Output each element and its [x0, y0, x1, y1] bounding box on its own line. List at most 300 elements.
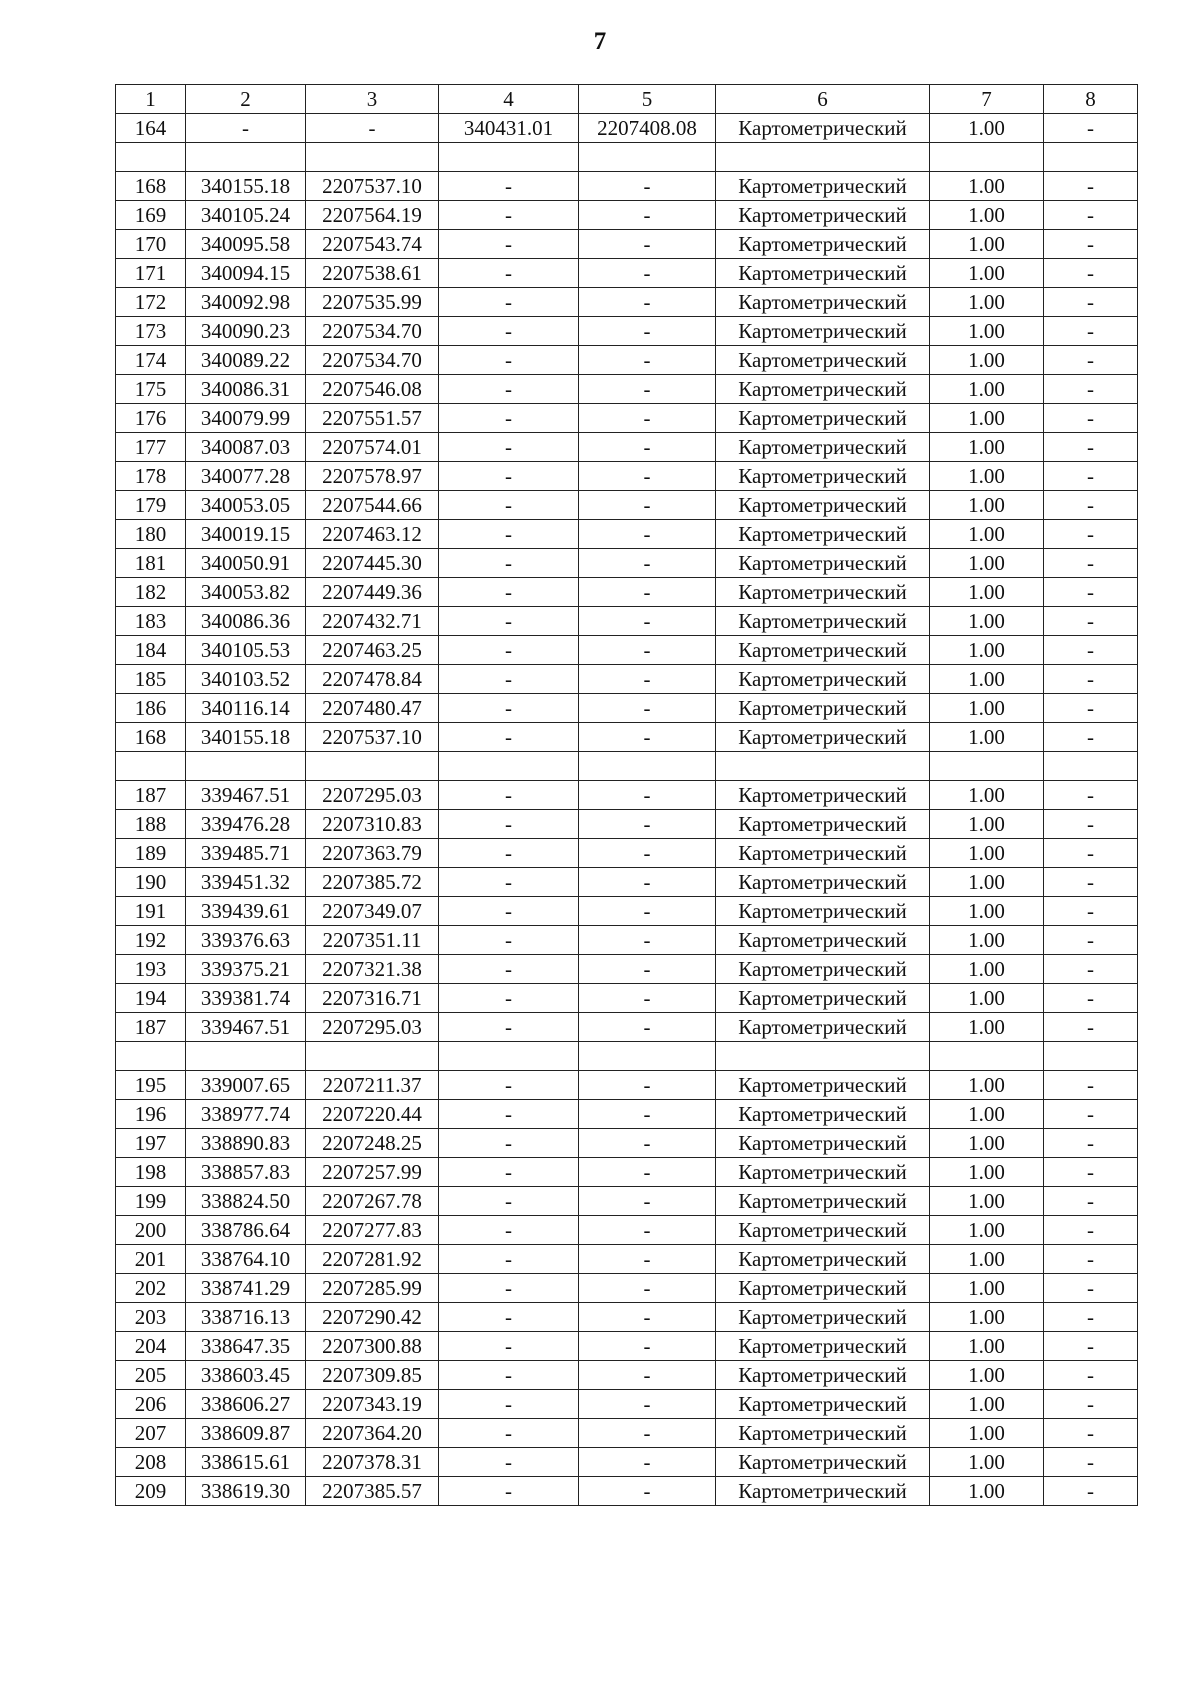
table-cell: - — [1044, 810, 1138, 839]
table-cell: - — [579, 636, 716, 665]
table-cell: - — [579, 926, 716, 955]
table-cell: 339381.74 — [186, 984, 306, 1013]
table-cell: - — [1044, 1332, 1138, 1361]
table-cell: Картометрический — [716, 1187, 930, 1216]
table-cell: 2207285.99 — [306, 1274, 439, 1303]
table-row — [116, 143, 1138, 172]
table-row — [116, 1448, 1138, 1477]
table-cell: 203 — [116, 1303, 186, 1332]
table-cell: - — [439, 694, 579, 723]
table-cell: - — [439, 1303, 579, 1332]
table-cell: Картометрический — [716, 317, 930, 346]
table-cell: 180 — [116, 520, 186, 549]
table-cell: Картометрический — [716, 955, 930, 984]
table-cell: 338764.10 — [186, 1245, 306, 1274]
table-cell: Картометрический — [716, 607, 930, 636]
table-cell: 198 — [116, 1158, 186, 1187]
table-cell: 1.00 — [930, 984, 1044, 1013]
table-cell: 1.00 — [930, 1303, 1044, 1332]
table-cell: - — [1044, 1129, 1138, 1158]
table-cell: 1.00 — [930, 723, 1044, 752]
table-cell: Картометрический — [716, 1448, 930, 1477]
table-cell: Картометрический — [716, 1071, 930, 1100]
table-cell: - — [439, 636, 579, 665]
table-cell: 338890.83 — [186, 1129, 306, 1158]
table-cell — [716, 752, 930, 781]
table-cell: - — [579, 897, 716, 926]
table-cell: - — [439, 1448, 579, 1477]
table-cell: 338603.45 — [186, 1361, 306, 1390]
table-cell: 2207449.36 — [306, 578, 439, 607]
table-cell: - — [306, 114, 439, 143]
table-cell: Картометрический — [716, 665, 930, 694]
table-cell: 339467.51 — [186, 1013, 306, 1042]
table-cell: 1.00 — [930, 1361, 1044, 1390]
table-cell: 1.00 — [930, 1187, 1044, 1216]
table-row — [116, 1303, 1138, 1332]
table-cell: - — [1044, 491, 1138, 520]
table-cell: Картометрический — [716, 1100, 930, 1129]
table-cell: - — [439, 839, 579, 868]
table-cell: 1.00 — [930, 665, 1044, 694]
table-cell: 172 — [116, 288, 186, 317]
table-cell: - — [439, 1216, 579, 1245]
table-cell: 182 — [116, 578, 186, 607]
table-cell: - — [579, 781, 716, 810]
table-cell: 175 — [116, 375, 186, 404]
table-cell: - — [1044, 1303, 1138, 1332]
table-cell: 340155.18 — [186, 723, 306, 752]
table-cell: - — [579, 404, 716, 433]
table-cell: 2207463.25 — [306, 636, 439, 665]
table-cell: - — [579, 1419, 716, 1448]
table-cell — [116, 1042, 186, 1071]
table-cell: 340155.18 — [186, 172, 306, 201]
table-cell: 1.00 — [930, 404, 1044, 433]
table-cell: 187 — [116, 1013, 186, 1042]
table-cell: 184 — [116, 636, 186, 665]
table-row — [116, 230, 1138, 259]
table-cell: - — [1044, 259, 1138, 288]
table-cell: 2207343.19 — [306, 1390, 439, 1419]
table-cell: 1.00 — [930, 1216, 1044, 1245]
table-row — [116, 1013, 1138, 1042]
table-row — [116, 897, 1138, 926]
table-row — [116, 1129, 1138, 1158]
table-row — [116, 1390, 1138, 1419]
table-cell: Картометрический — [716, 781, 930, 810]
table-cell: 205 — [116, 1361, 186, 1390]
table-cell: Картометрический — [716, 259, 930, 288]
table-cell: Картометрический — [716, 172, 930, 201]
table-cell: 2207538.61 — [306, 259, 439, 288]
table-cell: - — [439, 433, 579, 462]
table-cell: 1.00 — [930, 520, 1044, 549]
table-cell — [930, 143, 1044, 172]
table-cell: - — [439, 926, 579, 955]
table-row — [116, 346, 1138, 375]
table-row — [116, 462, 1138, 491]
table-cell: 340431.01 — [439, 114, 579, 143]
table-row — [116, 926, 1138, 955]
table-cell: 1.00 — [930, 317, 1044, 346]
table-cell — [579, 1042, 716, 1071]
table-cell: 2207546.08 — [306, 375, 439, 404]
table-cell: - — [579, 665, 716, 694]
table-cell: - — [579, 259, 716, 288]
table-cell: - — [1044, 1013, 1138, 1042]
table-cell: - — [579, 1332, 716, 1361]
table-row — [116, 694, 1138, 723]
table-row — [116, 1100, 1138, 1129]
table-cell: - — [439, 578, 579, 607]
table-cell: Картометрический — [716, 1158, 930, 1187]
table-cell: Картометрический — [716, 375, 930, 404]
table-cell: - — [439, 1361, 579, 1390]
table-cell: 1.00 — [930, 1100, 1044, 1129]
table-cell: 338786.64 — [186, 1216, 306, 1245]
table-cell: 2207463.12 — [306, 520, 439, 549]
table-cell: Картометрический — [716, 926, 930, 955]
table-row — [116, 578, 1138, 607]
table-cell: 2207220.44 — [306, 1100, 439, 1129]
table-cell: - — [1044, 404, 1138, 433]
table-row — [116, 1216, 1138, 1245]
table-cell: 338857.83 — [186, 1158, 306, 1187]
table-cell: 340086.36 — [186, 607, 306, 636]
table-cell: 1.00 — [930, 491, 1044, 520]
table-cell: 209 — [116, 1477, 186, 1506]
table-cell: 190 — [116, 868, 186, 897]
table-cell: - — [579, 1274, 716, 1303]
column-header: 4 — [439, 85, 579, 114]
table-cell — [306, 143, 439, 172]
table-cell: - — [579, 1013, 716, 1042]
table-cell: - — [1044, 1361, 1138, 1390]
table-cell: - — [1044, 839, 1138, 868]
table-row — [116, 810, 1138, 839]
page-number: 7 — [593, 28, 607, 55]
table-cell: 2207290.42 — [306, 1303, 439, 1332]
table-cell: - — [579, 607, 716, 636]
table-row — [116, 752, 1138, 781]
table-cell: - — [439, 607, 579, 636]
table-cell: Картометрический — [716, 346, 930, 375]
table-cell: 339451.32 — [186, 868, 306, 897]
table-cell: - — [579, 1100, 716, 1129]
table-cell: - — [439, 549, 579, 578]
table-cell: - — [579, 955, 716, 984]
table-cell: - — [1044, 462, 1138, 491]
table-cell: 338606.27 — [186, 1390, 306, 1419]
table-cell: - — [579, 1477, 716, 1506]
table-cell: 340094.15 — [186, 259, 306, 288]
table-cell: 2207534.70 — [306, 346, 439, 375]
table-cell: Картометрический — [716, 1245, 930, 1274]
table-cell: - — [579, 1071, 716, 1100]
table-cell: 2207445.30 — [306, 549, 439, 578]
table-cell: 340103.52 — [186, 665, 306, 694]
table-cell: - — [1044, 230, 1138, 259]
table-cell: 2207432.71 — [306, 607, 439, 636]
table-cell: 188 — [116, 810, 186, 839]
table-cell: 2207349.07 — [306, 897, 439, 926]
table-cell: - — [1044, 1187, 1138, 1216]
table-cell: Картометрический — [716, 462, 930, 491]
column-header: 3 — [306, 85, 439, 114]
table-cell: 340077.28 — [186, 462, 306, 491]
column-header: 5 — [579, 85, 716, 114]
table-cell: 2207364.20 — [306, 1419, 439, 1448]
table-cell: - — [1044, 346, 1138, 375]
table-cell: 201 — [116, 1245, 186, 1274]
table-cell — [1044, 143, 1138, 172]
table-cell: 339476.28 — [186, 810, 306, 839]
table-cell: 1.00 — [930, 1477, 1044, 1506]
table-cell: 338609.87 — [186, 1419, 306, 1448]
table-cell: - — [1044, 288, 1138, 317]
table-cell: - — [439, 375, 579, 404]
table-cell — [579, 752, 716, 781]
table-cell: - — [1044, 114, 1138, 143]
table-cell: 2207300.88 — [306, 1332, 439, 1361]
table-cell: 2207363.79 — [306, 839, 439, 868]
table-cell: 1.00 — [930, 1158, 1044, 1187]
table-cell: - — [439, 810, 579, 839]
table-cell: Картометрический — [716, 1477, 930, 1506]
table-cell: Картометрический — [716, 1361, 930, 1390]
table-cell: 1.00 — [930, 1332, 1044, 1361]
table-cell: Картометрический — [716, 984, 930, 1013]
table-cell: Картометрический — [716, 491, 930, 520]
table-row — [116, 1361, 1138, 1390]
table-cell: 338615.61 — [186, 1448, 306, 1477]
table-cell: 2207537.10 — [306, 723, 439, 752]
table-cell: 340053.82 — [186, 578, 306, 607]
table-cell: - — [439, 1129, 579, 1158]
table-cell: Картометрический — [716, 868, 930, 897]
table-cell: - — [439, 201, 579, 230]
table-cell: Картометрический — [716, 694, 930, 723]
table-cell: 340053.05 — [186, 491, 306, 520]
table-cell: 1.00 — [930, 1274, 1044, 1303]
table-cell: - — [439, 1390, 579, 1419]
table-cell: - — [1044, 984, 1138, 1013]
table-cell: 1.00 — [930, 1013, 1044, 1042]
table-cell: 340092.98 — [186, 288, 306, 317]
table-cell: 340105.53 — [186, 636, 306, 665]
table-cell: - — [579, 1187, 716, 1216]
table-cell: - — [579, 1448, 716, 1477]
table-cell: - — [1044, 1245, 1138, 1274]
table-row — [116, 665, 1138, 694]
table-cell: 170 — [116, 230, 186, 259]
table-cell: 177 — [116, 433, 186, 462]
table-cell: Картометрический — [716, 1332, 930, 1361]
table-cell: 2207281.92 — [306, 1245, 439, 1274]
table-cell: Картометрический — [716, 404, 930, 433]
table-cell: Картометрический — [716, 1303, 930, 1332]
table-cell: 339439.61 — [186, 897, 306, 926]
table-cell: 2207385.72 — [306, 868, 439, 897]
table-cell: - — [439, 1013, 579, 1042]
table-cell: - — [579, 1303, 716, 1332]
table-cell: 339485.71 — [186, 839, 306, 868]
table-cell: - — [439, 346, 579, 375]
table-cell: 338741.29 — [186, 1274, 306, 1303]
table-row — [116, 433, 1138, 462]
table-cell: 174 — [116, 346, 186, 375]
table-cell: - — [1044, 520, 1138, 549]
table-cell: - — [579, 201, 716, 230]
table-cell: 2207211.37 — [306, 1071, 439, 1100]
table-cell: - — [579, 839, 716, 868]
table-header-row — [116, 85, 1138, 114]
table-cell: - — [579, 984, 716, 1013]
table-cell: - — [1044, 433, 1138, 462]
table-row — [116, 114, 1138, 143]
table-cell: 339376.63 — [186, 926, 306, 955]
table-cell: 1.00 — [930, 868, 1044, 897]
table-cell: Картометрический — [716, 1419, 930, 1448]
table-cell: - — [1044, 926, 1138, 955]
table-cell: 2207295.03 — [306, 1013, 439, 1042]
table-cell: - — [1044, 955, 1138, 984]
table-cell: 2207551.57 — [306, 404, 439, 433]
table-cell: 169 — [116, 201, 186, 230]
table-row — [116, 317, 1138, 346]
table-cell: 2207480.47 — [306, 694, 439, 723]
table-cell: - — [1044, 694, 1138, 723]
table-cell: 186 — [116, 694, 186, 723]
table-cell: 202 — [116, 1274, 186, 1303]
table-cell: - — [579, 433, 716, 462]
table-cell: 338619.30 — [186, 1477, 306, 1506]
column-header: 8 — [1044, 85, 1138, 114]
table-row — [116, 1158, 1138, 1187]
table-cell: 2207408.08 — [579, 114, 716, 143]
table-cell: 340086.31 — [186, 375, 306, 404]
table-cell: Картометрический — [716, 549, 930, 578]
table-cell: 1.00 — [930, 259, 1044, 288]
table-cell: 197 — [116, 1129, 186, 1158]
table-cell: 164 — [116, 114, 186, 143]
table-cell: - — [439, 491, 579, 520]
table-cell: - — [439, 1187, 579, 1216]
table-cell: 1.00 — [930, 636, 1044, 665]
table-cell: - — [1044, 636, 1138, 665]
table-cell — [116, 143, 186, 172]
table-cell: 208 — [116, 1448, 186, 1477]
table-cell: 340116.14 — [186, 694, 306, 723]
table-cell: 1.00 — [930, 114, 1044, 143]
table-cell: 340079.99 — [186, 404, 306, 433]
table-cell: - — [1044, 607, 1138, 636]
table-cell: 193 — [116, 955, 186, 984]
table-cell: 196 — [116, 1100, 186, 1129]
table-cell: 2207574.01 — [306, 433, 439, 462]
table-cell: 179 — [116, 491, 186, 520]
table-cell: 340105.24 — [186, 201, 306, 230]
table-cell — [186, 752, 306, 781]
table-cell: 176 — [116, 404, 186, 433]
table-cell: Картометрический — [716, 114, 930, 143]
table-cell: - — [439, 462, 579, 491]
table-cell: 1.00 — [930, 1129, 1044, 1158]
table-cell: - — [579, 462, 716, 491]
table-cell — [439, 1042, 579, 1071]
table-cell: Картометрический — [716, 433, 930, 462]
table-cell: 1.00 — [930, 230, 1044, 259]
table-cell: 1.00 — [930, 810, 1044, 839]
table-cell: - — [1044, 1216, 1138, 1245]
table-cell: - — [579, 1361, 716, 1390]
table-row — [116, 1042, 1138, 1071]
table-cell: 2207578.97 — [306, 462, 439, 491]
table-cell: 2207351.11 — [306, 926, 439, 955]
table-cell: 171 — [116, 259, 186, 288]
table-cell: 340090.23 — [186, 317, 306, 346]
table-cell: - — [439, 665, 579, 694]
table-cell: - — [579, 317, 716, 346]
table-cell: - — [579, 1245, 716, 1274]
table-cell: 178 — [116, 462, 186, 491]
table-cell: - — [1044, 1477, 1138, 1506]
column-header: 1 — [116, 85, 186, 114]
column-header: 2 — [186, 85, 306, 114]
table-cell: 194 — [116, 984, 186, 1013]
table-cell: 339467.51 — [186, 781, 306, 810]
table-cell: - — [439, 1274, 579, 1303]
table-cell: 2207309.85 — [306, 1361, 439, 1390]
table-cell: 2207535.99 — [306, 288, 439, 317]
table-cell: - — [1044, 375, 1138, 404]
table-cell: - — [579, 1158, 716, 1187]
table-cell: 168 — [116, 723, 186, 752]
table-cell: - — [1044, 201, 1138, 230]
table-cell: 183 — [116, 607, 186, 636]
table-cell: - — [1044, 172, 1138, 201]
table-cell: 340089.22 — [186, 346, 306, 375]
table-cell: - — [579, 1129, 716, 1158]
table-cell: - — [439, 1477, 579, 1506]
table-cell: 1.00 — [930, 578, 1044, 607]
table-cell: - — [439, 781, 579, 810]
table-cell: - — [1044, 665, 1138, 694]
table-cell — [716, 1042, 930, 1071]
table-cell: 2207537.10 — [306, 172, 439, 201]
table-cell: - — [1044, 1100, 1138, 1129]
table-cell: 181 — [116, 549, 186, 578]
table-cell: 2207378.31 — [306, 1448, 439, 1477]
table-cell: 338716.13 — [186, 1303, 306, 1332]
table-cell: Картометрический — [716, 636, 930, 665]
table-cell: - — [1044, 1071, 1138, 1100]
table-cell: - — [439, 897, 579, 926]
table-cell — [439, 143, 579, 172]
table-cell: - — [1044, 723, 1138, 752]
table-cell: 2207248.25 — [306, 1129, 439, 1158]
table-row — [116, 1332, 1138, 1361]
table-cell — [186, 143, 306, 172]
table-cell: Картометрический — [716, 839, 930, 868]
table-cell: 1.00 — [930, 926, 1044, 955]
table-cell: - — [439, 1419, 579, 1448]
table-row — [116, 1071, 1138, 1100]
table-cell: 2207257.99 — [306, 1158, 439, 1187]
table-cell: 340050.91 — [186, 549, 306, 578]
table-cell: Картометрический — [716, 897, 930, 926]
